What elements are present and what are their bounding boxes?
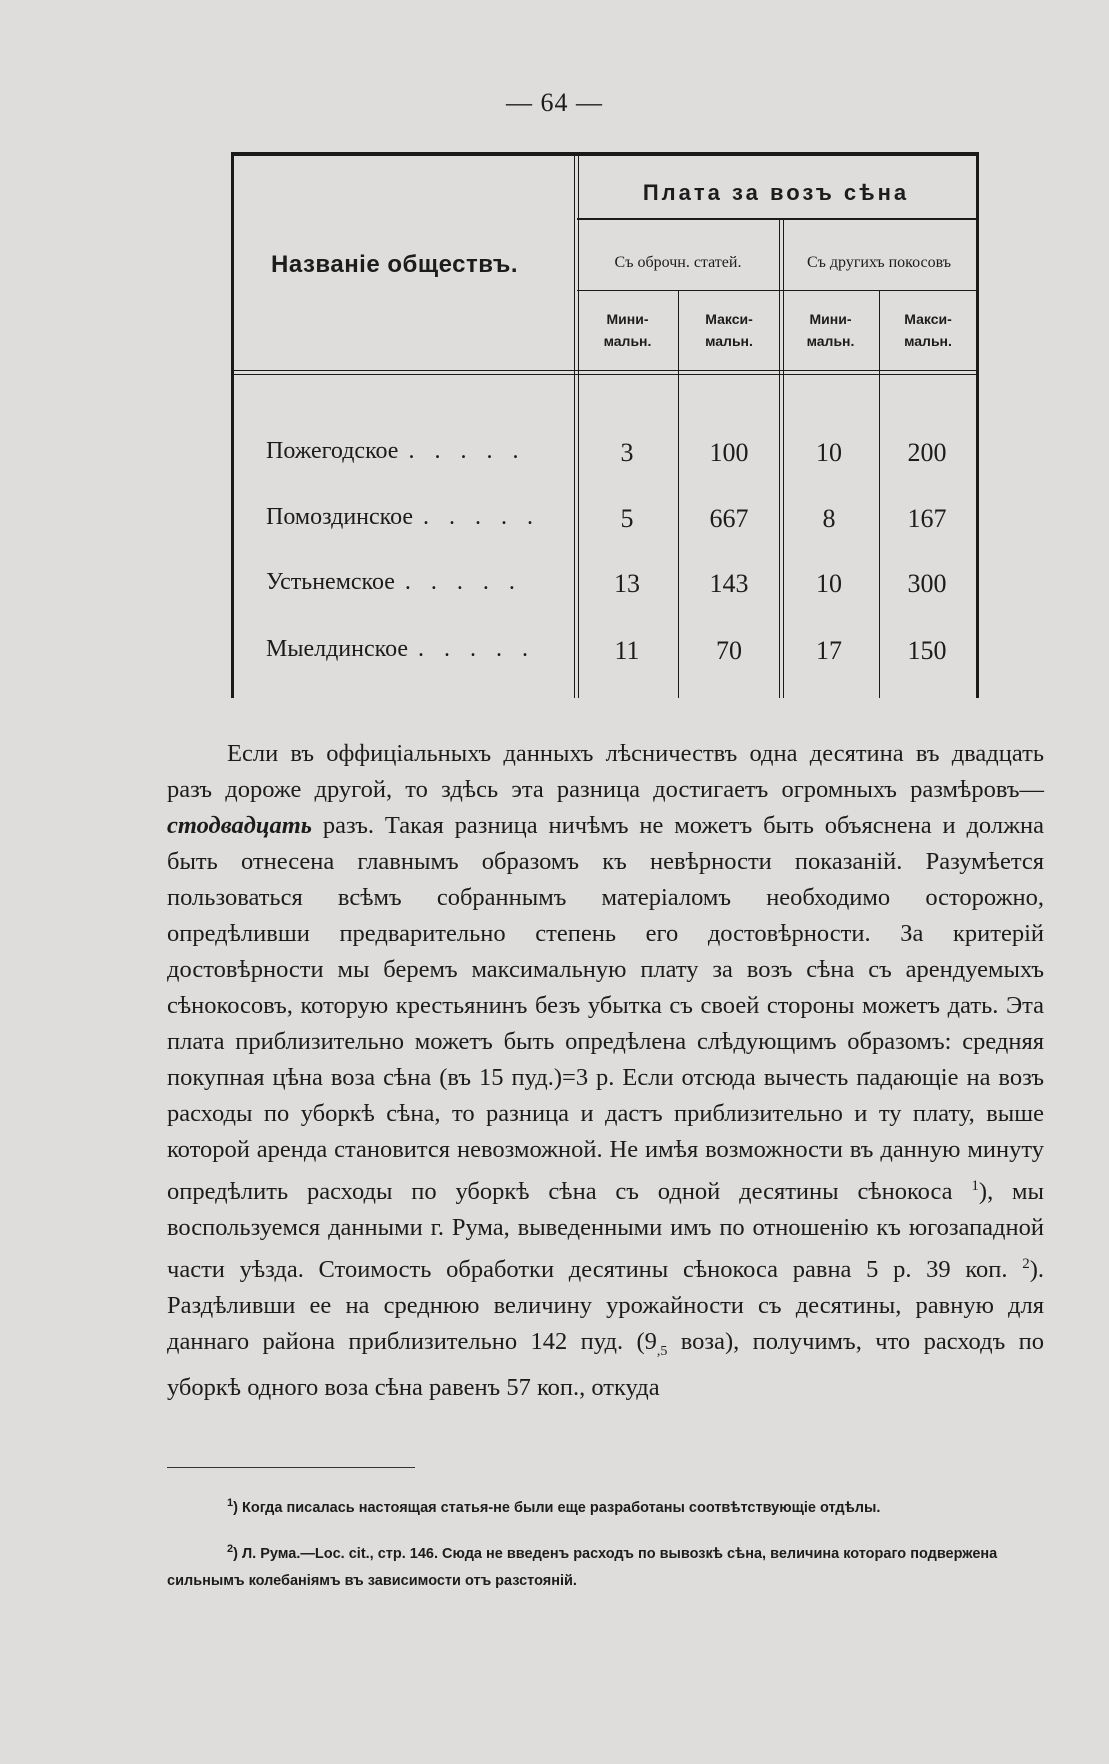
cell: 167 [907,504,947,533]
min-header-2: Мини- мальн. [806,311,855,349]
max-header-1: Макси- мальн. [705,311,753,349]
cell: 143 [709,569,749,598]
cell: 667 [709,504,749,533]
table-row: Устьнемское . . . . . [266,569,522,595]
footnote-ref-2: 2 [1022,1256,1030,1273]
cell: 8 [822,504,836,533]
table-row: Мыелдинское . . . . . [266,636,536,662]
cell: 200 [907,438,947,467]
header-bottom-rule-2 [234,374,976,375]
group-header: Плата за возъ сѣна [642,180,910,205]
footnote-2: $^2$) Л. Рума.—Loc. cit., стр. 146. Сюда не введенъ расходъ по вывозкѣ сѣна, величина котораго подвержена сильнымъ колебаніямъ въ зависимости отъ разстояній. [167,1543,998,1589]
table-left-border [231,156,234,698]
group-header-rule [577,218,976,220]
footnote-rule [167,1467,415,1468]
min-header-1: Мини- мальн. [603,311,652,349]
footnote-ref-1: 1 [971,1178,979,1194]
subheader-rule [577,290,976,291]
minmax-divider-1 [678,291,679,698]
table-row: Помоздинское . . . . . [266,504,541,530]
cell: 10 [816,438,842,467]
name-column-divider [574,156,579,698]
footnote-1: $^1$) Когда писалась настоящая статья-не были еще разработаны соотвѣтствующіе отдѣлы. [227,1497,881,1516]
name-column-header: Названіе обществъ. [271,251,519,278]
cell: 13 [614,569,640,598]
table-row: Пожегодское . . . . . [266,438,526,464]
cell: 100 [709,438,749,467]
subheader-drugikh: Съ другихъ покосовъ [806,254,952,271]
max-header-2: Макси- мальн. [904,311,952,349]
cell: 17 [816,636,842,665]
table-right-border [976,156,979,698]
cell: 300 [907,569,947,598]
cell: 11 [614,636,640,665]
cell: 150 [907,636,947,665]
cell: 3 [620,438,634,467]
header-bottom-rule-1 [234,370,976,371]
body-paragraph: Если въ оффиціальныхъ данныхъ лѣсничествъ одна десятина въ двадцать разъ дороже другой, то здѣсь эта разница достигаетъ огромныхъ размѣровъ—стодвадцать разъ. Такая разница ничѣмъ не можетъ быть объяснена и должна быть отнесена главнымъ образомъ къ невѣрности показаній. Разумѣется пользоваться всѣмъ собраннымъ матеріаломъ необходимо осторожно, опредѣливши предварительно степень его достовѣрности. За критерій достовѣрности мы беремъ максимальную плату за возъ сѣна съ арендуемыхъ сѣнокосовъ, которую крестьянинъ безъ убытка съ своей стороны можетъ дать. Эта плата приблизительно можетъ быть опредѣлена слѣдующимъ образомъ: средняя покупная цѣна воза сѣна (въ 15 пуд.)=3 р. Если отсюда вычесть падающіе на возъ расходы по уборкѣ сѣна, то разница и дастъ приблизительно и ту плату, выше которой аренда становится невозможной. Не имѣя возможности въ данную минуту опредѣлить расходы по уборкѣ сѣна съ одной десятины сѣнокоса $^1$), мы воспользуемся данными г. Рума, выведенными имъ по отношенію къ югозападной части уѣзда. Стоимость обработки десятины сѣнокоса равна 5 р. 39 коп. $^2$). Раздѣливши ее на среднюю величину урожайности съ десятины, равную для даннаго района приблизительно 142 пуд. ($9_{,5}$ воза), получимъ, что расходъ по уборкѣ одного воза сѣна равенъ 57 коп., откуда [167,740,1045,1402]
cell: 10 [816,569,842,598]
page-number: — 64 — [506,88,603,117]
cell: 70 [716,636,742,665]
cell: 5 [620,504,634,533]
hay-price-table [231,152,979,698]
minmax-divider-2 [879,291,880,698]
subheader-obrochn: Съ оброчн. статей. [614,254,742,271]
emphasis: стодвадцать [167,812,313,839]
